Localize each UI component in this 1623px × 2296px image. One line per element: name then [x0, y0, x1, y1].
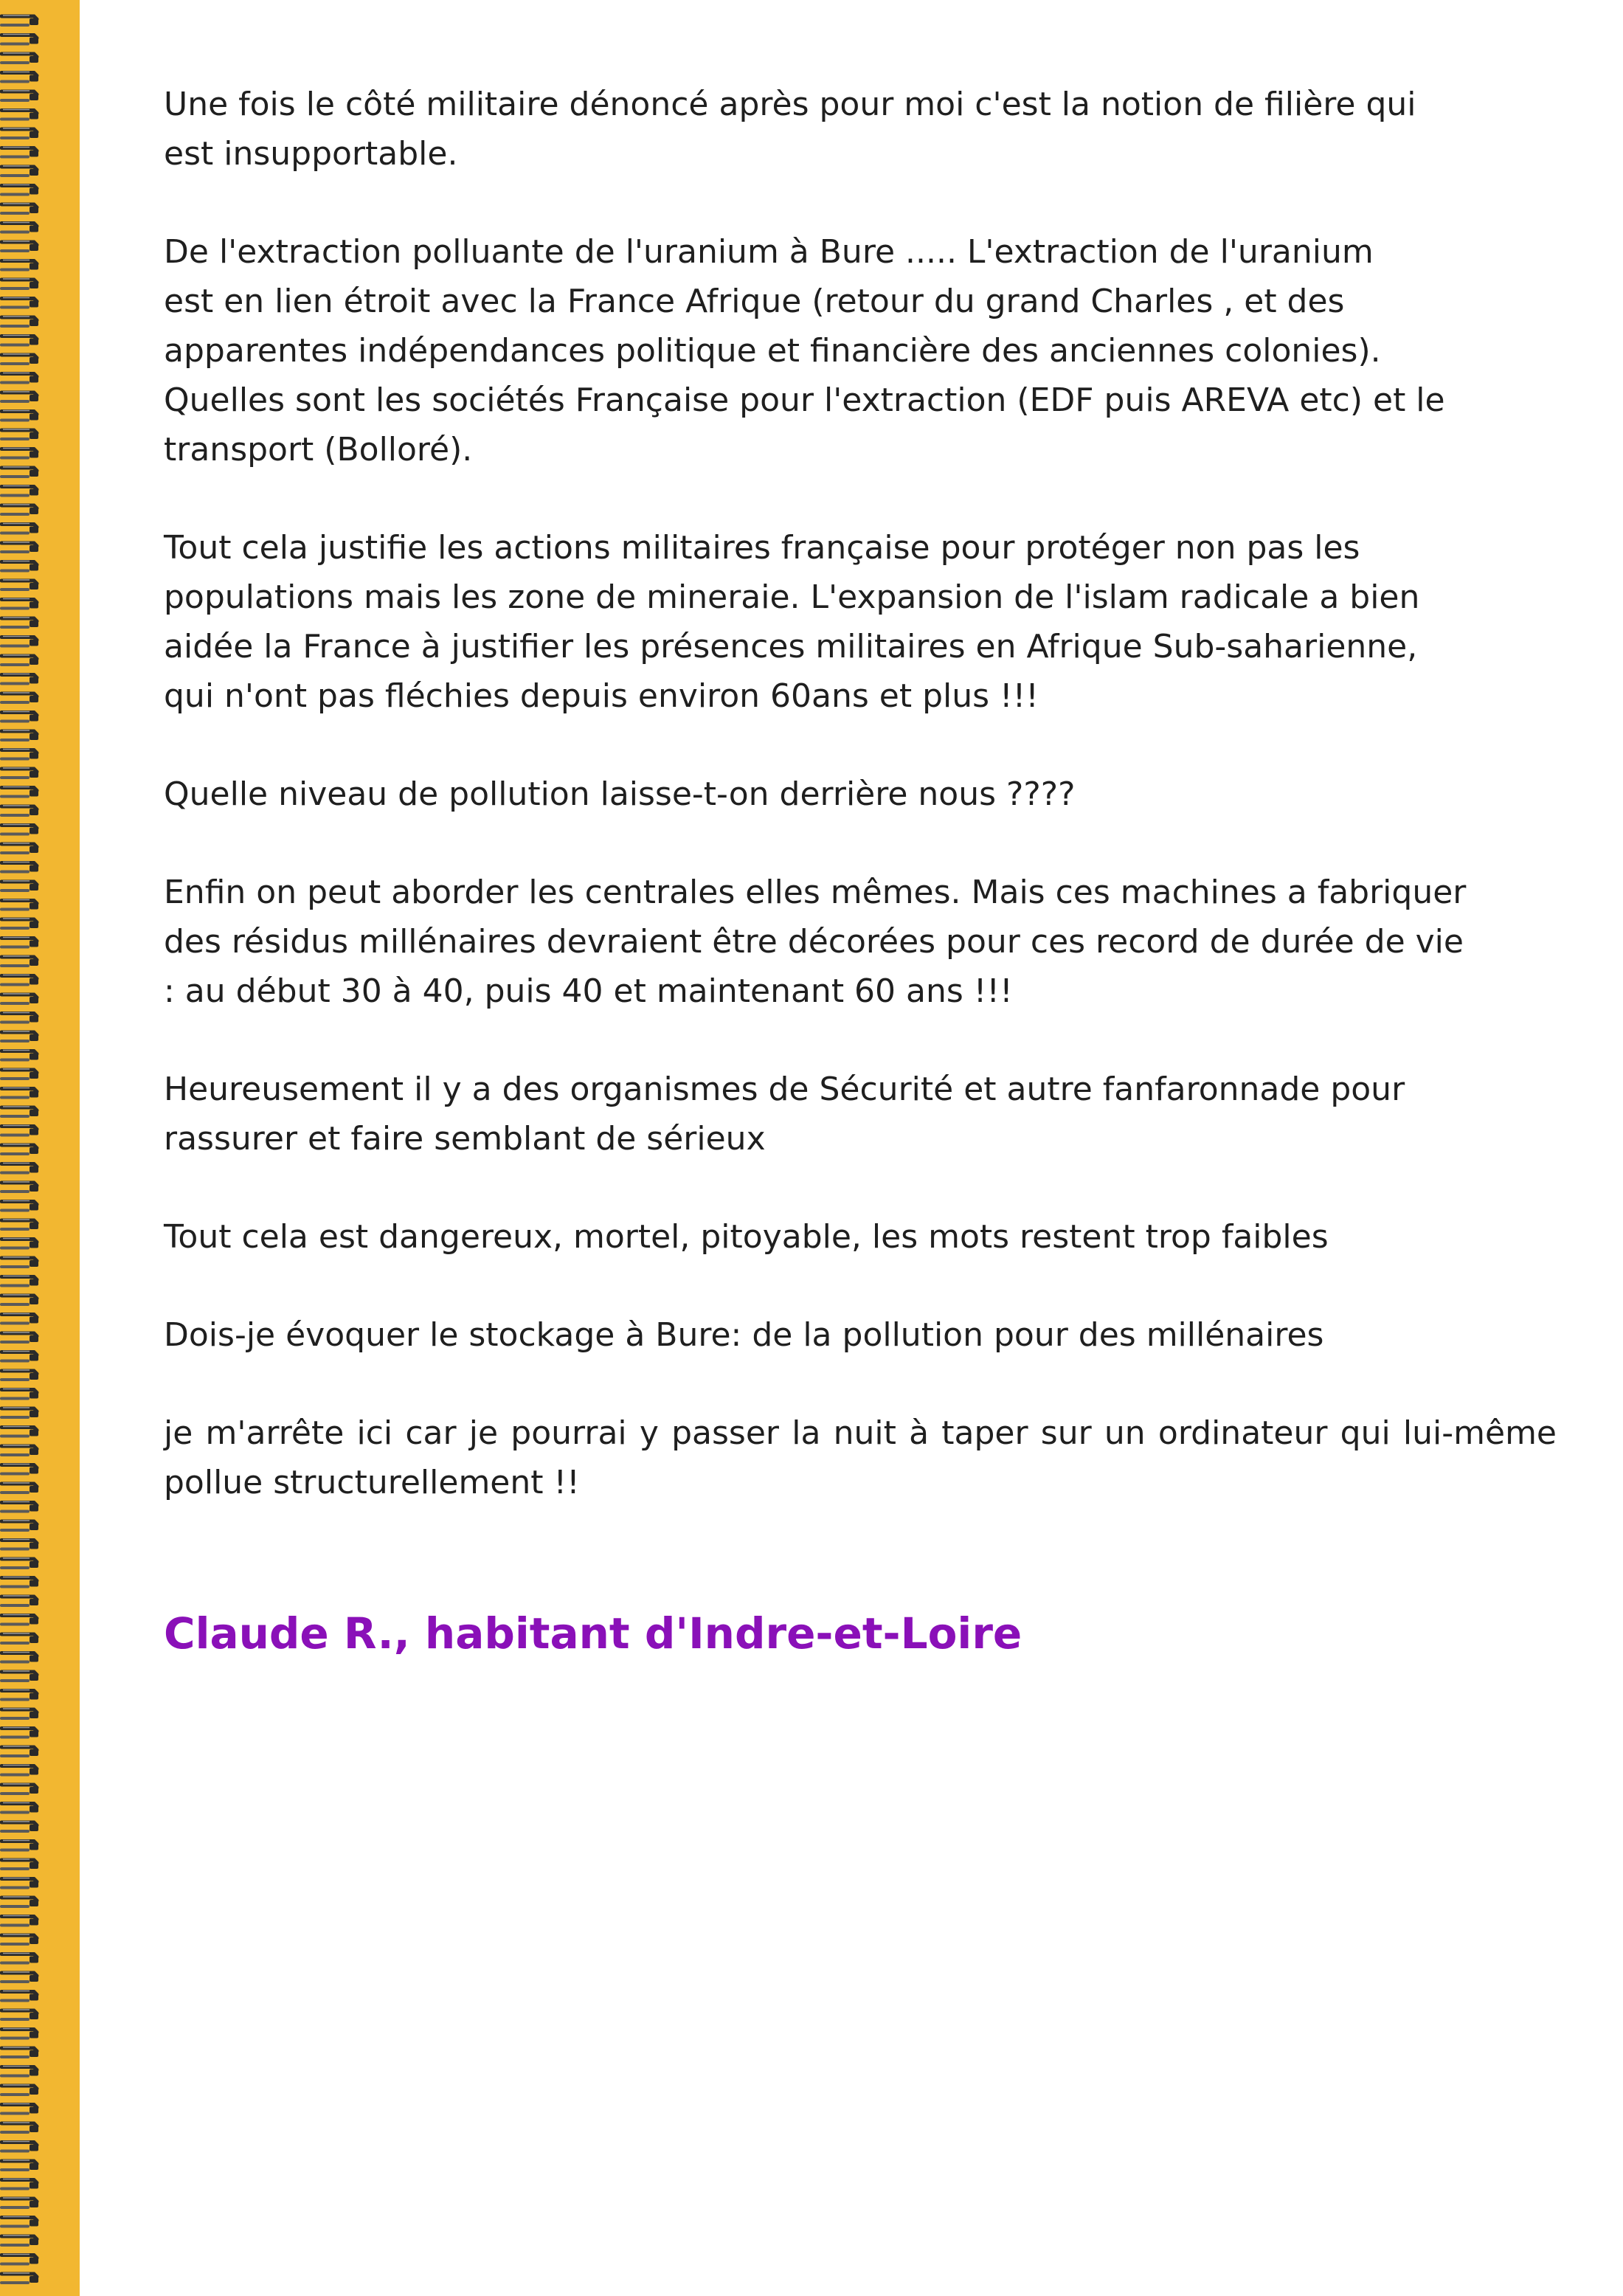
paragraph-securite: Heureusement il y a des organismes de Sécurité et autre fanfaronnade pour rassurer et faire semblant de sérieux — [164, 1071, 1405, 1158]
spiral-ring — [1, 1633, 38, 1643]
spiral-ring — [1, 1220, 38, 1229]
spiral-ring — [1, 2179, 38, 2189]
spiral-ring — [1, 599, 38, 609]
spiral-ring — [1, 655, 38, 665]
spiral-ring — [1, 1558, 38, 1568]
spiral-ring — [1, 317, 38, 326]
spiral-ring — [1, 1352, 38, 1361]
spiral-ring — [1, 1577, 38, 1587]
spiral-ring — [1, 1784, 38, 1794]
spiral-ring — [1, 712, 38, 722]
spiral-ring — [1, 1596, 38, 1605]
spiral-ring — [1, 1671, 38, 1681]
paragraph-extraction: De l'extraction polluante de l'uranium à Bure ..... L'extraction de l'uranium est en lien étroit avec la France Afrique (retour du grand Charles , et des apparentes indépendances politique et financière des anciennes colonies). Quelles sont les sociétés Française pour l'extraction (EDF puis AREVA etc) et le transport (Bolloré). — [164, 233, 1445, 468]
spiral-ring — [1, 1502, 38, 1512]
spiral-ring — [1, 223, 38, 232]
spiral-ring — [1, 1465, 38, 1474]
spiral-ring — [1, 1690, 38, 1700]
spiral-ring — [1, 1841, 38, 1850]
spiral-ring — [1, 750, 38, 759]
spiral-ring — [1, 1615, 38, 1625]
spiral-ring — [1, 938, 38, 947]
spiral-ring — [1, 1013, 38, 1023]
spiral-ring — [1, 1257, 38, 1267]
spiral-ring — [1, 1653, 38, 1662]
signature: Claude R., habitant d'Indre-et-Loire — [164, 1608, 1022, 1659]
spiral-ring — [1, 2160, 38, 2170]
spiral-ring — [1, 2273, 38, 2283]
spiral-ring — [1, 1051, 38, 1060]
letter-body — [164, 80, 1557, 1659]
spiral-ring — [1, 1107, 38, 1116]
spiral-ring — [1, 505, 38, 514]
spiral-ring — [1, 1746, 38, 1756]
spiral-ring — [1, 1031, 38, 1041]
spiral-ring — [1, 1709, 38, 1718]
spiral-ring — [1, 35, 38, 44]
spiral-ring — [1, 1445, 38, 1455]
spiral-ring — [1, 260, 38, 270]
paragraph-stockage: Dois-je évoquer le stockage à Bure: de la pollution pour des millénaires — [164, 1316, 1324, 1354]
spiral-ring — [1, 486, 38, 496]
spiral-ring — [1, 693, 38, 702]
spiral-ring — [1, 730, 38, 740]
spiral-ring — [1, 768, 38, 778]
spiral-ring — [1, 2085, 38, 2095]
spiral-ring — [1, 1803, 38, 1813]
spiral-ring — [1, 336, 38, 345]
spiral-ring — [1, 1540, 38, 1549]
spiral-ring — [1, 1934, 38, 1944]
spiral-ring — [1, 1389, 38, 1399]
spiral-ring — [1, 1163, 38, 1173]
spiral-ring — [1, 1182, 38, 1192]
spiral-ring — [1, 1332, 38, 1342]
spiral-ring — [1, 166, 38, 176]
spiral-ring — [1, 825, 38, 834]
spiral-ring — [1, 2236, 38, 2245]
spiral-ring — [1, 1126, 38, 1135]
paragraph-militaire: Tout cela justifie les actions militaires française pour protéger non pas les populations mais les zone de mineraie. L'expansion de l'islam radicale a bien aidée la France à justifier les présences militaires en Afrique Sub-saharienne, qui n'ont pas fléchies depuis environ 60ans et plus !!! — [164, 529, 1420, 715]
spiral-ring — [1, 1878, 38, 1888]
spiral-ring — [1, 1916, 38, 1926]
paragraph-dangereux: Tout cela est dangereux, mortel, pitoyable, les mots restent trop faibles — [164, 1218, 1329, 1256]
spiral-ring — [1, 542, 38, 552]
spiral-ring — [1, 185, 38, 195]
spiral-ring — [1, 2010, 38, 2019]
spiral-ring — [1, 392, 38, 401]
spiral-ring — [1, 2217, 38, 2227]
spiral-ring — [1, 72, 38, 82]
spiral-ring — [1, 2142, 38, 2151]
spiral-ring — [1, 449, 38, 458]
paragraph-centrales: Enfin on peut aborder les centrales elles mêmes. Mais ces machines a fabriquer des résidus millénaires devraient être décorées pour ces record de durée de vie : au début 30 à 40, puis 40 et maintenant 60 ans !!! — [164, 874, 1467, 1010]
spiral-ring — [1, 2104, 38, 2114]
spiral-ring — [1, 618, 38, 627]
spiral-ring — [1, 1521, 38, 1530]
spiral-ring — [1, 843, 38, 853]
spiral-ring — [1, 1954, 38, 1963]
spiral-ring — [1, 1201, 38, 1211]
paragraph-pollution: Quelle niveau de pollution laisse-t-on derrière nous ???? — [164, 775, 1076, 813]
spiral-ring — [1, 241, 38, 251]
spiral-ring — [1, 674, 38, 684]
spiral-ring — [1, 956, 38, 966]
spiral-ring — [1, 204, 38, 213]
spiral-ring — [1, 2067, 38, 2076]
spiral-ring — [1, 128, 38, 138]
spiral-ring — [1, 1427, 38, 1436]
paragraph-filiere: Une fois le côté militaire dénoncé après pour moi c'est la notion de filière qui est insupportable. — [164, 86, 1416, 173]
spiral-ring — [1, 373, 38, 383]
spiral-ring — [1, 1370, 38, 1380]
spiral-ring — [1, 298, 38, 308]
spiral-ring — [1, 1069, 38, 1079]
paragraph-conclusion: je m'arrête ici car je pourrai y passer la nuit à taper sur un ordinateur qui lui-même pollue structurellement !! — [164, 1414, 1557, 1501]
spiral-ring — [1, 15, 38, 25]
spiral-ring — [1, 411, 38, 421]
spiral-ring — [1, 524, 38, 533]
spiral-ring — [1, 1276, 38, 1286]
spiral-ring — [1, 1728, 38, 1737]
spiral-binding-icon — [0, 0, 80, 2296]
spiral-ring — [1, 2047, 38, 2057]
spiral-ring — [1, 467, 38, 477]
spiral-ring — [1, 1972, 38, 1982]
spiral-ring — [1, 2123, 38, 2132]
spiral-ring — [1, 1822, 38, 1831]
spiral-ring — [1, 1991, 38, 2001]
spiral-ring — [1, 862, 38, 872]
spiral-ring — [1, 2198, 38, 2207]
spiral-ring — [1, 975, 38, 985]
spiral-ring — [1, 1408, 38, 1417]
spiral-ring — [1, 881, 38, 891]
spiral-ring — [1, 354, 38, 364]
spiral-ring — [1, 1766, 38, 1775]
spiral-ring — [1, 637, 38, 646]
spiral-ring — [1, 2029, 38, 2039]
spiral-ring — [1, 994, 38, 1003]
spiral-ring — [1, 91, 38, 100]
spiral-ring — [1, 1314, 38, 1324]
spiral-ring — [1, 561, 38, 571]
spiral-ring — [1, 787, 38, 797]
spiral-ring — [1, 580, 38, 589]
spiral-ring — [1, 919, 38, 928]
spiral-ring — [1, 806, 38, 815]
spiral-ring — [1, 429, 38, 439]
spiral-ring — [1, 2255, 38, 2264]
spiral-ring — [1, 1897, 38, 1906]
spiral-ring — [1, 148, 38, 157]
spiral-ring — [1, 900, 38, 910]
spiral-ring — [1, 53, 38, 63]
spiral-ring — [1, 1088, 38, 1098]
spiral-ring — [1, 1295, 38, 1304]
spiral-ring — [1, 1239, 38, 1248]
spiral-ring — [1, 1144, 38, 1154]
spiral-ring — [1, 110, 38, 120]
spiral-ring — [1, 279, 38, 288]
spiral-ring — [1, 1859, 38, 1869]
spiral-ring — [1, 1483, 38, 1493]
